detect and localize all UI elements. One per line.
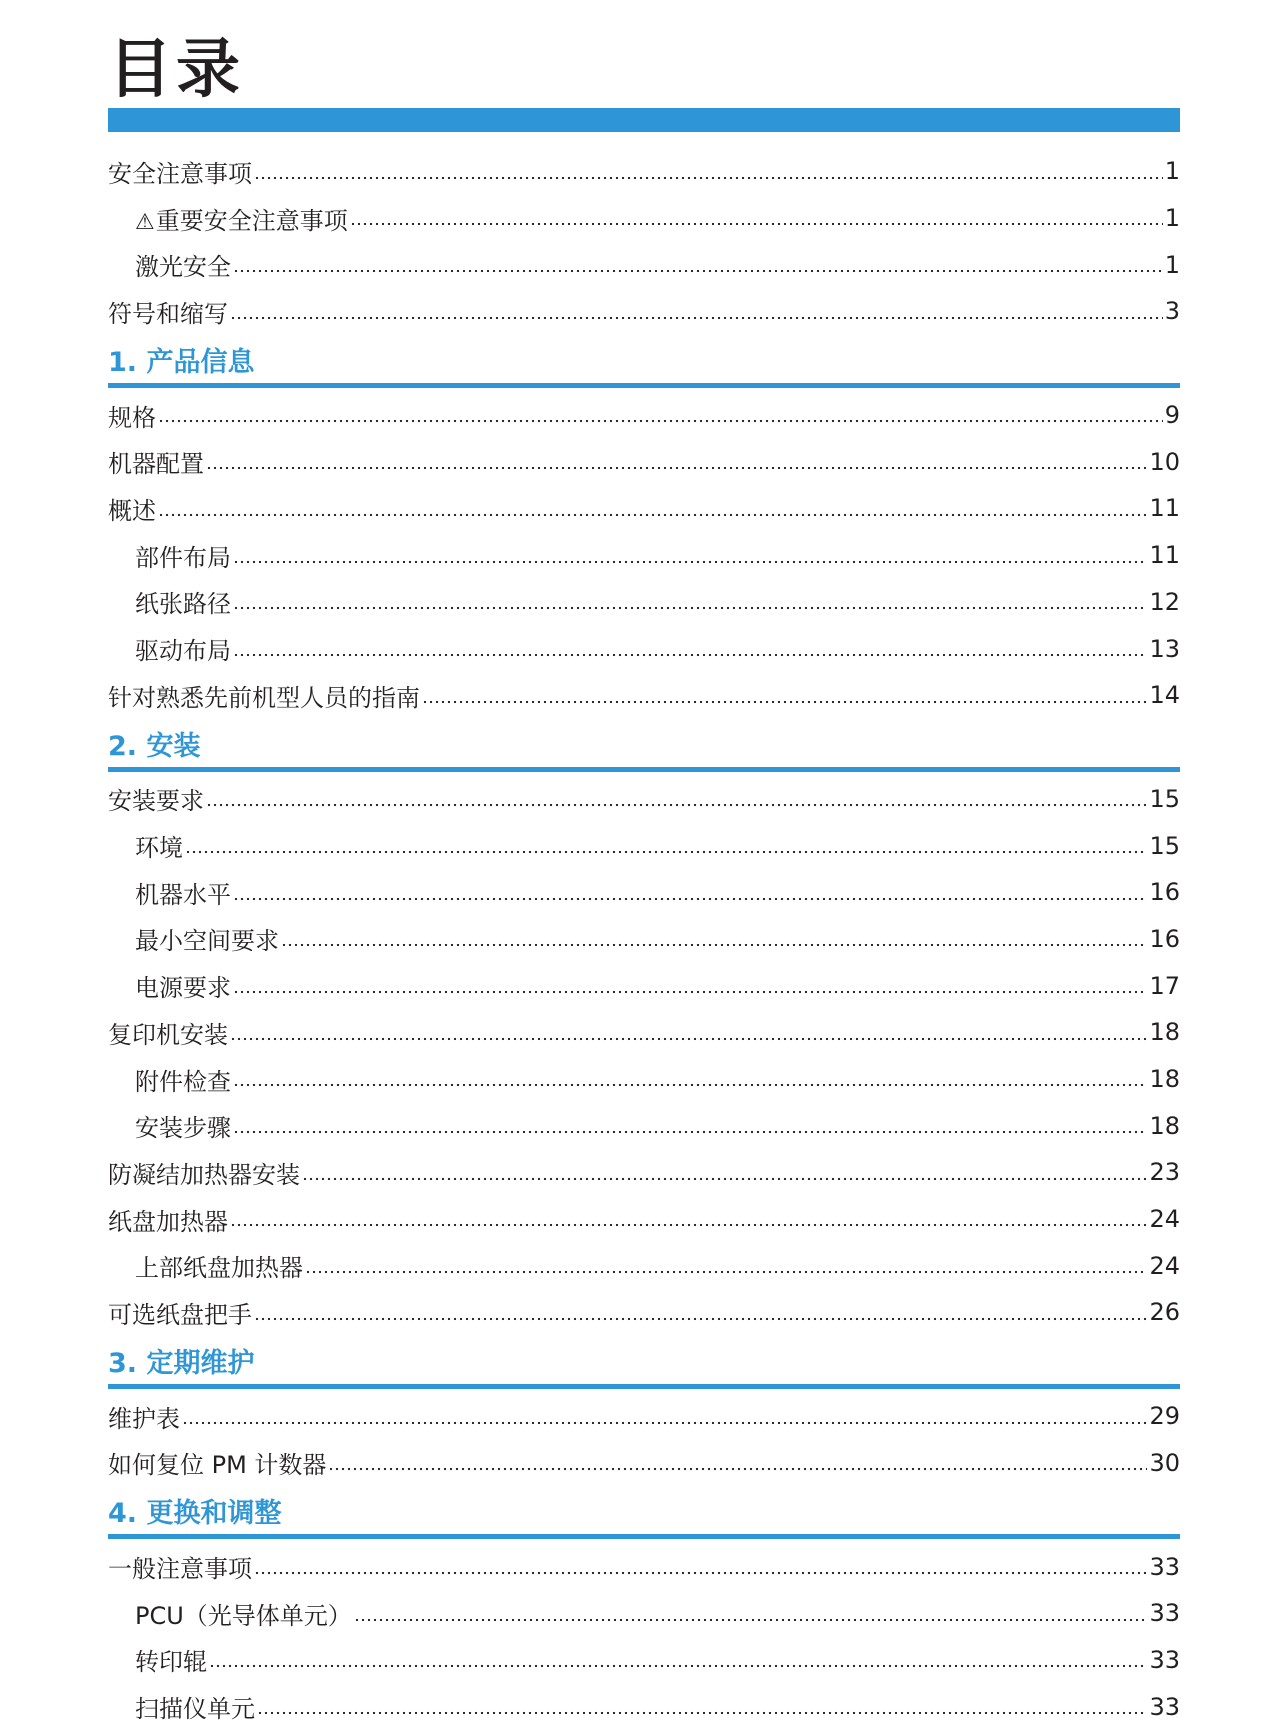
toc-entry[interactable] xyxy=(108,195,1180,242)
toc-entry-text: 驱动布局 xyxy=(135,637,231,666)
toc-entry-text: 安全注意事项 xyxy=(108,159,252,188)
toc-entry-label xyxy=(135,201,348,236)
toc-page-number: 11 xyxy=(1149,541,1180,570)
toc-page-number: 33 xyxy=(1149,1692,1180,1721)
toc-entry-text: 安装要求 xyxy=(108,787,204,816)
toc-entry-text: 最小空间要求 xyxy=(135,927,279,956)
toc-entry-label xyxy=(135,968,231,1003)
toc-page-number: 10 xyxy=(1149,447,1180,476)
toc-page-number: 1 xyxy=(1164,204,1180,233)
toc-entry-label xyxy=(108,444,204,479)
toc-entry[interactable] xyxy=(108,1196,1180,1243)
toc-entry[interactable] xyxy=(108,1149,1180,1196)
dot-leader xyxy=(254,174,1163,182)
toc-entry[interactable] xyxy=(108,1543,1180,1590)
dot-leader xyxy=(233,651,1147,659)
toc-page-number: 15 xyxy=(1149,784,1180,813)
toc-entry-text: 附件检查 xyxy=(135,1067,231,1096)
toc-entry-label xyxy=(108,1155,300,1190)
toc-entry-label xyxy=(108,781,204,816)
toc-entry-text: 转印辊 xyxy=(135,1648,207,1677)
toc-entry[interactable] xyxy=(108,916,1180,963)
toc-entry-text: 机器水平 xyxy=(135,880,231,909)
title-underline-bar xyxy=(108,108,1180,132)
toc-page-number: 23 xyxy=(1149,1158,1180,1187)
dot-leader xyxy=(305,1268,1147,1276)
toc-page-number: 29 xyxy=(1149,1402,1180,1431)
toc-entry-text: PCU（光导体单元） xyxy=(135,1601,352,1630)
toc-entry[interactable] xyxy=(108,1102,1180,1149)
dot-leader xyxy=(233,1081,1147,1089)
toc-entry[interactable] xyxy=(108,288,1180,335)
section-heading[interactable]: 2. 安装 xyxy=(108,730,201,762)
toc-page-number: 33 xyxy=(1149,1645,1180,1674)
toc-entry[interactable] xyxy=(108,579,1180,626)
toc-page-number: 3 xyxy=(1164,297,1180,326)
toc-entry[interactable] xyxy=(108,1056,1180,1103)
toc-entry[interactable] xyxy=(108,962,1180,1009)
toc-page-number: 1 xyxy=(1164,157,1180,186)
toc-entry-label xyxy=(135,584,231,619)
toc-entry[interactable] xyxy=(108,485,1180,532)
toc-entry-text: 一般注意事项 xyxy=(108,1555,252,1584)
toc-page-number: 13 xyxy=(1149,634,1180,663)
toc-entry-text: 如何复位 PM 计数器 xyxy=(108,1451,327,1480)
toc-entry-label xyxy=(108,491,156,526)
section-rule xyxy=(108,1534,1180,1539)
toc-page-number: 15 xyxy=(1149,831,1180,860)
toc-entry-text: 符号和缩写 xyxy=(108,299,228,328)
toc-page-number: 16 xyxy=(1149,878,1180,907)
toc-entry[interactable] xyxy=(108,532,1180,579)
toc-entry-text: 环境 xyxy=(135,834,183,863)
toc-page-number: 11 xyxy=(1149,494,1180,523)
toc-entry[interactable] xyxy=(108,1393,1180,1440)
dot-leader xyxy=(422,698,1147,706)
dot-leader xyxy=(158,417,1163,425)
toc-entry[interactable] xyxy=(108,869,1180,916)
dot-leader xyxy=(233,558,1147,566)
toc-page-number: 9 xyxy=(1164,401,1180,430)
toc-entry-text: 电源要求 xyxy=(135,974,231,1003)
toc-entry-text: 重要安全注意事项 xyxy=(155,206,348,235)
dot-leader xyxy=(281,941,1147,949)
dot-leader xyxy=(185,848,1147,856)
toc-page-number: 18 xyxy=(1149,1018,1180,1047)
toc-entry-label xyxy=(108,1399,180,1434)
toc-entry-label xyxy=(108,678,420,713)
toc-entry-text: 概述 xyxy=(108,496,156,525)
toc-page-number: 30 xyxy=(1149,1448,1180,1477)
toc-entry[interactable] xyxy=(108,1590,1180,1637)
toc-page-number: 12 xyxy=(1149,587,1180,616)
toc-entry[interactable] xyxy=(108,1009,1180,1056)
toc-page-number: 24 xyxy=(1149,1205,1180,1234)
toc-page-number: 16 xyxy=(1149,924,1180,953)
dot-leader xyxy=(206,464,1147,472)
toc-entry-text: 扫描仪单元 xyxy=(135,1695,255,1724)
toc-entry-label xyxy=(135,921,279,956)
toc-entry[interactable] xyxy=(108,1637,1180,1684)
dot-leader xyxy=(158,511,1147,519)
toc-entry-label xyxy=(108,294,228,329)
dot-leader xyxy=(354,1616,1148,1624)
toc-entry-text: 规格 xyxy=(108,403,156,432)
dot-leader xyxy=(350,220,1163,228)
toc-entry[interactable] xyxy=(108,625,1180,672)
toc-entry[interactable] xyxy=(108,438,1180,485)
toc-entry-label xyxy=(135,1062,231,1097)
dot-leader xyxy=(254,1569,1147,1577)
dot-leader xyxy=(233,988,1147,996)
toc-page-number: 1 xyxy=(1164,250,1180,279)
toc-entry-label xyxy=(108,154,252,189)
toc-page-number: 33 xyxy=(1149,1599,1180,1628)
toc-entry-label xyxy=(135,1108,231,1143)
toc-entry-label xyxy=(135,1248,303,1283)
toc-entry-text: 机器配置 xyxy=(108,450,204,479)
dot-leader xyxy=(254,1315,1147,1323)
toc-entry-text: 可选纸盘把手 xyxy=(108,1300,252,1329)
toc-page-number: 18 xyxy=(1149,1065,1180,1094)
dot-leader xyxy=(233,604,1147,612)
dot-leader xyxy=(233,1128,1147,1136)
toc-entry[interactable] xyxy=(108,776,1180,823)
dot-leader xyxy=(230,314,1163,322)
dot-leader xyxy=(230,1035,1147,1043)
dot-leader xyxy=(233,895,1147,903)
toc-entry-label xyxy=(108,398,156,433)
toc-entry-label xyxy=(108,1549,252,1584)
section-rule xyxy=(108,767,1180,772)
toc-entry[interactable] xyxy=(108,148,1180,195)
toc-entry-label xyxy=(108,1445,326,1480)
toc-page-number: 33 xyxy=(1149,1552,1180,1581)
dot-leader xyxy=(302,1175,1147,1183)
toc-entry-text: 上部纸盘加热器 xyxy=(135,1254,303,1283)
toc-entry-label xyxy=(135,247,231,282)
toc-entry-text: 激光安全 xyxy=(135,253,231,282)
toc-entry-text: 安装步骤 xyxy=(135,1114,231,1143)
page-title: 目录 xyxy=(108,33,244,107)
toc-entry[interactable] xyxy=(108,822,1180,869)
section-rule xyxy=(108,1384,1180,1389)
toc-entry-text: 维护表 xyxy=(108,1404,180,1433)
section-heading[interactable]: 3. 定期维护 xyxy=(108,1347,255,1379)
toc-entry[interactable] xyxy=(108,1242,1180,1289)
toc-entry-text: 部件布局 xyxy=(135,543,231,572)
toc-entry-label xyxy=(135,538,231,573)
toc-entry-label xyxy=(135,828,183,863)
toc-entry[interactable] xyxy=(108,1289,1180,1336)
toc-entry-text: 纸盘加热器 xyxy=(108,1207,228,1236)
toc-entry-text: 纸张路径 xyxy=(135,590,231,619)
toc-page-number: 17 xyxy=(1149,971,1180,1000)
section-heading[interactable]: 1. 产品信息 xyxy=(108,346,255,378)
section-heading[interactable]: 4. 更换和调整 xyxy=(108,1498,282,1530)
dot-leader xyxy=(209,1662,1147,1670)
dot-leader xyxy=(230,1221,1147,1229)
toc-page xyxy=(108,0,1180,1730)
toc-entry-label xyxy=(135,875,231,910)
toc-entry[interactable] xyxy=(108,672,1180,719)
toc-entry[interactable] xyxy=(108,241,1180,288)
dot-leader xyxy=(233,267,1163,275)
toc-entry-label xyxy=(108,1015,228,1050)
toc-entry[interactable] xyxy=(108,1440,1180,1487)
toc-entry-label xyxy=(108,1295,252,1330)
section-rule xyxy=(108,383,1180,388)
dot-leader xyxy=(206,801,1147,809)
table-of-contents xyxy=(108,148,1180,1730)
dot-leader xyxy=(257,1709,1147,1717)
dot-leader xyxy=(328,1465,1147,1473)
dot-leader xyxy=(182,1419,1147,1427)
toc-page-number: 14 xyxy=(1149,681,1180,710)
toc-entry-label xyxy=(135,631,231,666)
toc-entry-label xyxy=(135,1642,207,1677)
toc-page-number: 18 xyxy=(1149,1111,1180,1140)
toc-entry[interactable] xyxy=(108,1683,1180,1730)
toc-page-number: 24 xyxy=(1149,1251,1180,1280)
toc-entry-text: 防凝结加热器安装 xyxy=(108,1160,300,1189)
toc-entry[interactable] xyxy=(108,392,1180,439)
toc-page-number: 26 xyxy=(1149,1298,1180,1327)
warning-triangle-icon: ⚠ xyxy=(135,209,155,235)
toc-entry-label xyxy=(135,1596,352,1631)
toc-entry-label xyxy=(108,1202,228,1237)
toc-entry-text: 针对熟悉先前机型人员的指南 xyxy=(108,683,420,712)
toc-entry-label xyxy=(135,1689,255,1724)
toc-entry-text: 复印机安装 xyxy=(108,1020,228,1049)
